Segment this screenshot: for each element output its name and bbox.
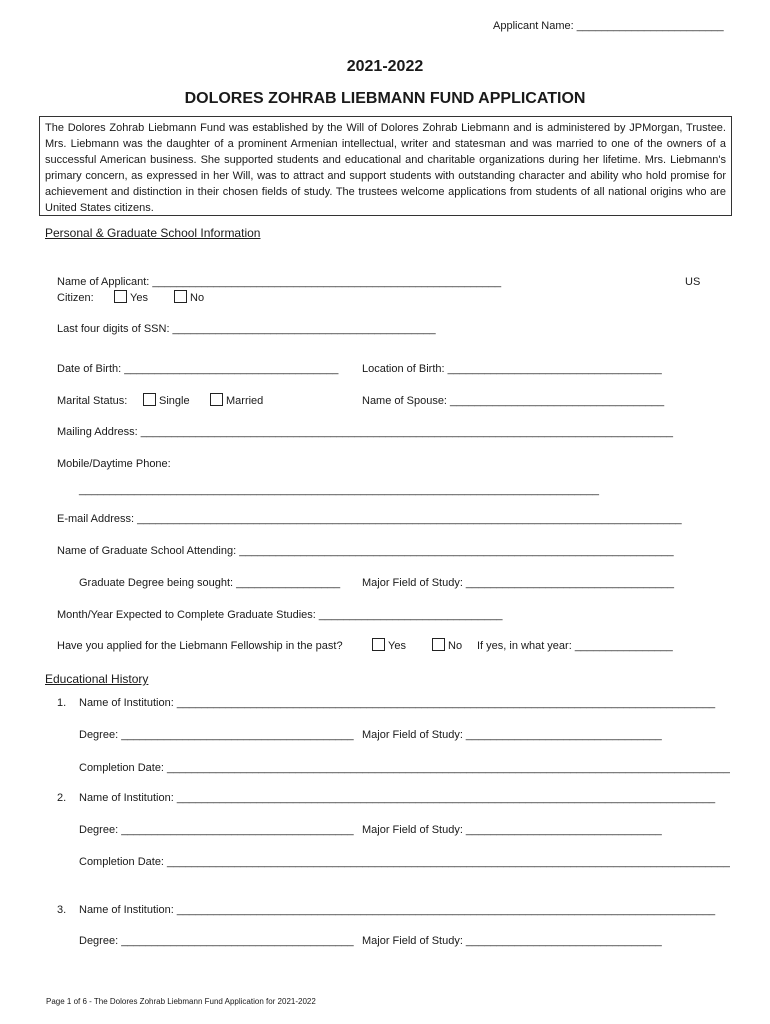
degree-field[interactable]: Degree: ______________________________________ [79,729,354,741]
mailing-address-field[interactable]: Mailing Address: _______________________________________________________________________________________ [57,426,673,438]
intro-paragraph: The Dolores Zohrab Liebmann Fund was established by the Will of Dolores Zohrab Liebmann and is administered by JPMorgan, Trustee. Mrs. Liebmann was the daughter of a prominent Armenian intellectual, writer and statesman and was married to one of the owners of a successful American business. She supported students and educational and charitable organizations during her lifetime. Mrs. Liebmann's primary concern, as expressed in her Will, was to attract and support students with outstanding character and ability who hold promise for achievement and distinction in their chosen fields of study. The trustees welcome applications from students of all national origins who are United States citizens. [39,116,732,216]
mobile-phone-label: Mobile/Daytime Phone: [57,458,171,470]
date-of-birth-field[interactable]: Date of Birth: ___________________________________ [57,363,339,375]
citizen-label: Citizen: [57,292,94,304]
education-section-heading: Educational History [45,672,149,686]
graduate-school-field[interactable]: Name of Graduate School Attending: _______________________________________________________________________ [57,545,674,557]
form-year: 2021-2022 [346,58,424,75]
institution-field[interactable]: Name of Institution: ________________________________________________________________________________________ [79,904,716,916]
citizen-no-option[interactable] [174,290,204,304]
citizen-no-label: No [190,292,205,304]
major-field[interactable]: Major Field of Study: ________________________________ [362,935,662,947]
marital-married-option[interactable] [210,393,263,407]
expected-completion-field[interactable]: Month/Year Expected to Complete Graduate Studies: ______________________________ [57,609,503,621]
applied-yes-checkbox[interactable] [372,638,385,651]
degree-field[interactable]: Degree: ______________________________________ [79,935,354,947]
page-footer: Page 1 of 6 - The Dolores Zohrab Liebmann Fund Application for 2021-2022 [46,997,316,1006]
education-entry-number: 3. [57,904,67,916]
graduate-degree-field[interactable]: Graduate Degree being sought: _________________ [79,577,341,589]
major-field[interactable]: Major Field of Study: ________________________________ [362,729,662,741]
citizen-yes-label: Yes [130,292,148,304]
citizen-yes-option[interactable] [114,290,148,304]
applicant-name-field[interactable]: Applicant Name: ________________________ [493,20,724,32]
marital-single-label: Single [159,395,190,407]
completion-date-field[interactable]: Completion Date: ____________________________________________________________________________________________ [79,762,730,774]
mobile-phone-field[interactable]: _____________________________________________________________________________________ [79,484,600,496]
degree-field[interactable]: Degree: ______________________________________ [79,824,354,836]
applied-no-option[interactable] [432,638,462,652]
personal-section-heading: Personal & Graduate School Information [45,226,261,240]
major-field-of-study-field[interactable]: Major Field of Study: __________________________________ [362,577,674,589]
ssn-field[interactable]: Last four digits of SSN: ___________________________________________ [57,323,436,335]
form-title: DOLORES ZOHRAB LIEBMANN FUND APPLICATION [184,90,586,107]
major-field[interactable]: Major Field of Study: ________________________________ [362,824,662,836]
institution-field[interactable]: Name of Institution: ________________________________________________________________________________________ [79,697,716,709]
marital-status-label: Marital Status: [57,395,128,407]
applied-no-label: No [448,640,463,652]
education-entry-number: 1. [57,697,67,709]
name-of-applicant-field[interactable]: Name of Applicant: _________________________________________________________ [57,276,502,288]
location-of-birth-field[interactable]: Location of Birth: ___________________________________ [362,363,662,375]
citizen-no-checkbox[interactable] [174,290,187,303]
citizen-yes-checkbox[interactable] [114,290,127,303]
us-label: US [685,276,701,288]
name-of-spouse-field[interactable]: Name of Spouse: ___________________________________ [362,395,665,407]
education-entry-number: 2. [57,792,67,804]
applied-before-label: Have you applied for the Liebmann Fellowship in the past? [57,640,343,652]
marital-single-checkbox[interactable] [143,393,156,406]
applied-yes-label: Yes [388,640,406,652]
email-field[interactable]: E-mail Address: _________________________________________________________________________________________ [57,513,682,525]
applied-yes-option[interactable] [372,638,406,652]
applied-year-field[interactable]: If yes, in what year: ________________ [477,640,673,652]
completion-date-field[interactable]: Completion Date: ____________________________________________________________________________________________ [79,856,730,868]
marital-single-option[interactable] [143,393,190,407]
institution-field[interactable]: Name of Institution: ________________________________________________________________________________________ [79,792,716,804]
applied-no-checkbox[interactable] [432,638,445,651]
marital-married-checkbox[interactable] [210,393,223,406]
marital-married-label: Married [226,395,264,407]
